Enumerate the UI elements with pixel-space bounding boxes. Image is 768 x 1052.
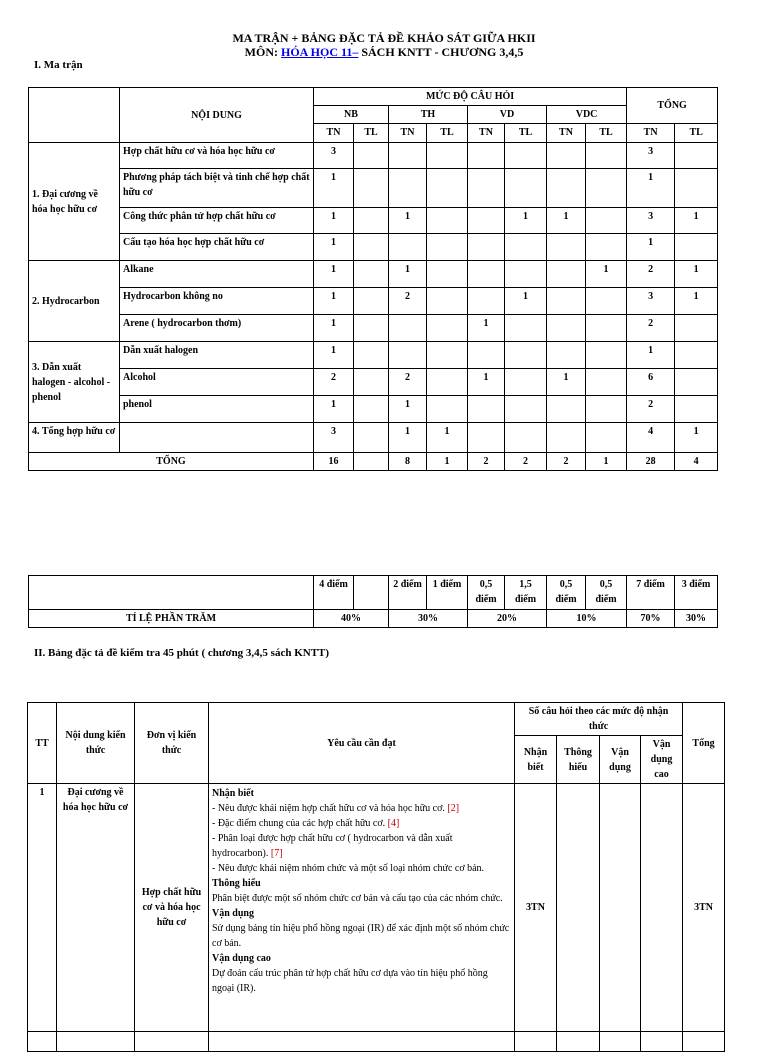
points-cell: 3 điểm	[675, 576, 718, 610]
matrix-cell	[354, 288, 389, 315]
spec-row-content: Đại cương về hóa học hữu cơ	[57, 784, 135, 1032]
matrix-total-cell: 4	[675, 453, 718, 471]
matrix-cell: 1	[314, 288, 354, 315]
matrix-cell	[547, 423, 586, 453]
matrix-total-label: TỔNG	[29, 453, 314, 471]
matrix-cell: 2	[627, 315, 675, 342]
spec-head-nb: Nhận biết	[515, 736, 557, 784]
matrix-topic: Hydrocarbon không no	[120, 288, 314, 315]
matrix-cell	[468, 396, 505, 423]
matrix-topic: Alkane	[120, 261, 314, 288]
matrix-cell	[505, 342, 547, 369]
matrix-cell: 1	[505, 208, 547, 234]
spec-head-content: Nội dung kiến thức	[57, 703, 135, 784]
matrix-sub-tn: TN	[314, 124, 354, 143]
matrix-topic: Phương pháp tách biệt và tinh chế hợp chất hữu cơ	[120, 169, 314, 208]
req-nb-title: Nhận biết	[212, 788, 254, 799]
matrix-row	[29, 396, 718, 423]
points-label-empty	[29, 576, 314, 610]
req-nb-1: - Nêu được khái niệm hợp chất hữu cơ và hóa học hữu cơ. [2]	[212, 803, 460, 814]
matrix-cell: 3	[627, 288, 675, 315]
spec-head-count: Số câu hỏi theo các mức độ nhận thức	[515, 703, 683, 736]
matrix-sub-tl: TL	[354, 124, 389, 143]
req-vd-title: Vận dụng	[212, 908, 254, 919]
matrix-sub-tl: TL	[675, 124, 718, 143]
matrix-sub-tl: TL	[586, 124, 627, 143]
matrix-sub-tl: TL	[427, 124, 468, 143]
matrix-cell: 1	[675, 261, 718, 288]
points-cell	[354, 576, 389, 610]
matrix-cell	[468, 234, 505, 261]
req-th-title: Thông hiểu	[212, 878, 261, 889]
matrix-total-cell: 2	[547, 453, 586, 471]
points-cell: 0,5 điểm	[547, 576, 586, 610]
matrix-cell	[547, 315, 586, 342]
matrix-cell	[354, 423, 389, 453]
matrix-total-cell: 2	[505, 453, 547, 471]
matrix-cell	[427, 261, 468, 288]
matrix-cell	[586, 169, 627, 208]
points-cell: 2 điểm	[389, 576, 427, 610]
matrix-group-name: 1. Đại cương về hóa học hữu cơ	[29, 143, 120, 261]
points-cell: 1,5 điểm	[505, 576, 547, 610]
spec-head-th: Thông hiểu	[557, 736, 600, 784]
points-table	[28, 575, 718, 628]
matrix-cell: 1	[389, 423, 427, 453]
matrix-cell	[389, 169, 427, 208]
matrix-total-cell: 28	[627, 453, 675, 471]
matrix-cell	[354, 234, 389, 261]
matrix-cell: 1	[314, 315, 354, 342]
matrix-cell	[586, 369, 627, 396]
matrix-sub-tn: TN	[389, 124, 427, 143]
matrix-cell	[354, 315, 389, 342]
matrix-cell	[427, 208, 468, 234]
matrix-row	[29, 143, 718, 169]
percent-cell: 10%	[547, 610, 627, 628]
spec-row-nb: 3TN	[515, 784, 557, 1032]
matrix-sub-tl: TL	[505, 124, 547, 143]
matrix-cell	[675, 315, 718, 342]
matrix-cell: 1	[675, 288, 718, 315]
matrix-cell	[586, 423, 627, 453]
matrix-cell: 3	[627, 143, 675, 169]
matrix-cell	[586, 396, 627, 423]
matrix-topic	[120, 423, 314, 453]
matrix-cell	[354, 208, 389, 234]
matrix-cell	[675, 169, 718, 208]
matrix-row	[29, 288, 718, 315]
matrix-cell	[354, 396, 389, 423]
matrix-cell	[547, 288, 586, 315]
spec-head-vd: Vận dụng	[600, 736, 641, 784]
matrix-total-cell: 8	[389, 453, 427, 471]
matrix-cell: 1	[675, 423, 718, 453]
matrix-row	[29, 261, 718, 288]
matrix-cell: 2	[389, 369, 427, 396]
matrix-row	[29, 342, 718, 369]
matrix-cell	[427, 342, 468, 369]
matrix-cell	[354, 143, 389, 169]
matrix-row	[29, 369, 718, 396]
matrix-cell: 3	[314, 143, 354, 169]
points-cell: 1 điểm	[427, 576, 468, 610]
matrix-head-total: TỔNG	[627, 88, 718, 124]
matrix-cell	[505, 143, 547, 169]
matrix-sub-tn: TN	[468, 124, 505, 143]
percent-cell: 70%	[627, 610, 675, 628]
matrix-cell: 4	[627, 423, 675, 453]
matrix-head-th: TH	[389, 106, 468, 124]
matrix-cell: 2	[627, 261, 675, 288]
matrix-cell	[468, 208, 505, 234]
matrix-group-name: 2. Hydrocarbon	[29, 261, 120, 342]
matrix-cell	[427, 143, 468, 169]
percent-cell: 40%	[314, 610, 389, 628]
matrix-sub-tn: TN	[627, 124, 675, 143]
matrix-cell	[427, 315, 468, 342]
matrix-topic: Công thức phân tử hợp chất hữu cơ	[120, 208, 314, 234]
matrix-topic: Cấu tạo hóa học hợp chất hữu cơ	[120, 234, 314, 261]
matrix-cell	[547, 169, 586, 208]
matrix-row	[29, 423, 718, 453]
matrix-cell	[547, 143, 586, 169]
matrix-cell	[586, 234, 627, 261]
matrix-cell	[427, 369, 468, 396]
spec-row-total: 3TN	[683, 784, 725, 1032]
matrix-cell	[675, 396, 718, 423]
matrix-cell	[675, 342, 718, 369]
matrix-cell	[547, 396, 586, 423]
matrix-topic: Arene ( hydrocarbon thơm)	[120, 315, 314, 342]
matrix-cell	[427, 234, 468, 261]
spec-row-tt: 1	[28, 784, 57, 1032]
req-th-1: Phân biệt được một số nhóm chức cơ bản và cấu tạo của các nhóm chức.	[212, 893, 503, 904]
percent-cell: 30%	[675, 610, 718, 628]
matrix-cell: 1	[314, 261, 354, 288]
matrix-topic: Dẫn xuất halogen	[120, 342, 314, 369]
section-title-spec: II. Bảng đặc tả đề kiểm tra 45 phút ( chương 3,4,5 sách KNTT)	[34, 647, 330, 659]
matrix-cell: 1	[468, 315, 505, 342]
matrix-head-vd: VD	[468, 106, 547, 124]
matrix-total-row	[29, 453, 718, 471]
spec-row-vdc	[641, 784, 683, 1032]
matrix-row	[29, 169, 718, 208]
points-cell: 4 điểm	[314, 576, 354, 610]
matrix-cell	[505, 423, 547, 453]
matrix-cell	[505, 234, 547, 261]
matrix-cell	[505, 396, 547, 423]
subtitle-suffix: SÁCH KNTT - CHƯƠNG 3,4,5	[358, 45, 524, 59]
matrix-cell: 3	[314, 423, 354, 453]
matrix-cell	[468, 261, 505, 288]
matrix-cell	[427, 288, 468, 315]
matrix-cell	[354, 342, 389, 369]
matrix-cell	[468, 288, 505, 315]
matrix-total-cell: 1	[586, 453, 627, 471]
matrix-cell	[547, 342, 586, 369]
req-nb-1-ref: [2]	[447, 803, 460, 814]
matrix-cell: 2	[389, 288, 427, 315]
points-cell: 0,5 điểm	[586, 576, 627, 610]
points-cell: 0,5 điểm	[468, 576, 505, 610]
matrix-cell: 1	[547, 369, 586, 396]
matrix-cell	[505, 369, 547, 396]
matrix-cell	[586, 342, 627, 369]
matrix-head-level: MỨC ĐỘ CÂU HỎI	[314, 88, 627, 106]
matrix-cell: 1	[314, 208, 354, 234]
matrix-cell	[427, 169, 468, 208]
matrix-cell	[389, 143, 427, 169]
matrix-corner	[29, 88, 120, 143]
matrix-cell: 1	[314, 396, 354, 423]
matrix-cell	[389, 234, 427, 261]
matrix-cell: 2	[627, 396, 675, 423]
matrix-head-vdc: VDC	[547, 106, 627, 124]
spec-head-tt: TT	[28, 703, 57, 784]
matrix-topic: phenol	[120, 396, 314, 423]
matrix-cell	[468, 169, 505, 208]
subject-link[interactable]: HÓA HỌC 11–	[280, 45, 359, 59]
spec-row-vd	[600, 784, 641, 1032]
points-cell: 7 điểm	[627, 576, 675, 610]
matrix-cell	[505, 261, 547, 288]
req-nb-2-ref: [4]	[387, 818, 400, 829]
matrix-cell	[427, 396, 468, 423]
matrix-row	[29, 234, 718, 261]
spec-head-total: Tổng	[683, 703, 725, 784]
req-nb-2: - Đặc điểm chung của các hợp chất hữu cơ. [4]	[212, 818, 400, 829]
spec-row-unit: Hợp chất hữu cơ và hóa học hữu cơ	[135, 784, 209, 1032]
matrix-cell: 1	[427, 423, 468, 453]
percent-cell: 30%	[389, 610, 468, 628]
matrix-total-cell: 2	[468, 453, 505, 471]
matrix-cell	[505, 169, 547, 208]
matrix-cell: 1	[627, 342, 675, 369]
matrix-cell	[675, 234, 718, 261]
matrix-cell: 3	[627, 208, 675, 234]
matrix-cell	[586, 208, 627, 234]
spec-head-req: Yêu cầu cần đạt	[209, 703, 515, 784]
matrix-cell: 1	[314, 169, 354, 208]
subtitle-prefix: MÔN:	[244, 45, 281, 59]
doc-subtitle	[0, 45, 768, 59]
matrix-cell: 1	[389, 261, 427, 288]
section-title-matrix: I. Ma trận	[34, 59, 83, 71]
matrix-cell: 1	[314, 234, 354, 261]
matrix-cell: 6	[627, 369, 675, 396]
doc-title: MA TRẬN + BẢNG ĐẶC TẢ ĐỀ KHẢO SÁT GIỮA HKII	[232, 31, 536, 45]
matrix-group-name: 4. Tổng hợp hữu cơ	[29, 423, 120, 453]
matrix-group-name: 3. Dẫn xuất halogen - alcohol - phenol	[29, 342, 120, 423]
matrix-row	[29, 315, 718, 342]
matrix-cell	[468, 143, 505, 169]
req-vdc-1: Dự đoán cấu trúc phân tử hợp chất hữu cơ dựa vào tín hiệu phổ hồng ngoại (IR).	[212, 968, 488, 994]
matrix-cell	[468, 342, 505, 369]
matrix-cell	[468, 423, 505, 453]
matrix-cell: 1	[547, 208, 586, 234]
matrix-cell	[354, 261, 389, 288]
matrix-cell	[354, 369, 389, 396]
percent-label: TỈ LỆ PHẦN TRĂM	[29, 610, 314, 628]
matrix-cell: 1	[586, 261, 627, 288]
matrix-cell: 2	[314, 369, 354, 396]
matrix-cell: 1	[505, 288, 547, 315]
matrix-cell	[354, 169, 389, 208]
matrix-cell: 1	[468, 369, 505, 396]
matrix-cell	[547, 261, 586, 288]
matrix-cell	[586, 143, 627, 169]
matrix-cell: 1	[627, 169, 675, 208]
spec-row-requirements	[209, 784, 515, 1032]
spec-head-vdc: Vận dụng cao	[641, 736, 683, 784]
matrix-cell	[586, 315, 627, 342]
req-nb-3: - Phân loại được hợp chất hữu cơ ( hydrocarbon và dẫn xuất hydrocarbon). [7]	[212, 833, 453, 859]
matrix-total-cell: 16	[314, 453, 354, 471]
matrix-cell: 1	[675, 208, 718, 234]
matrix-row	[29, 208, 718, 234]
matrix-cell	[389, 315, 427, 342]
matrix-cell	[675, 143, 718, 169]
req-nb-3-ref: [7]	[270, 848, 283, 859]
matrix-cell	[547, 234, 586, 261]
matrix-cell	[505, 315, 547, 342]
matrix-cell: 1	[314, 342, 354, 369]
matrix-table	[28, 87, 718, 471]
matrix-head-nb: NB	[314, 106, 389, 124]
spec-table	[27, 702, 725, 1052]
matrix-topic: Hợp chất hữu cơ và hóa học hữu cơ	[120, 143, 314, 169]
req-nb-4: - Nêu được khái niệm nhóm chức và một số loại nhóm chức cơ bản.	[212, 863, 485, 874]
matrix-cell: 1	[627, 234, 675, 261]
percent-cell: 20%	[468, 610, 547, 628]
matrix-cell	[389, 342, 427, 369]
spec-row-th	[557, 784, 600, 1032]
matrix-sub-tn: TN	[547, 124, 586, 143]
matrix-cell: 1	[389, 208, 427, 234]
matrix-head-content: NỘI DUNG	[120, 88, 314, 143]
matrix-cell	[586, 288, 627, 315]
spec-head-unit: Đơn vị kiến thức	[135, 703, 209, 784]
req-vdc-title: Vận dụng cao	[212, 953, 271, 964]
matrix-cell	[675, 369, 718, 396]
matrix-total-cell: 1	[427, 453, 468, 471]
req-vd-1: Sử dụng bảng tín hiệu phổ hồng ngoại (IR) để xác định một số nhóm chức cơ bản.	[212, 923, 510, 949]
matrix-topic: Alcohol	[120, 369, 314, 396]
matrix-total-cell	[354, 453, 389, 471]
matrix-cell: 1	[389, 396, 427, 423]
